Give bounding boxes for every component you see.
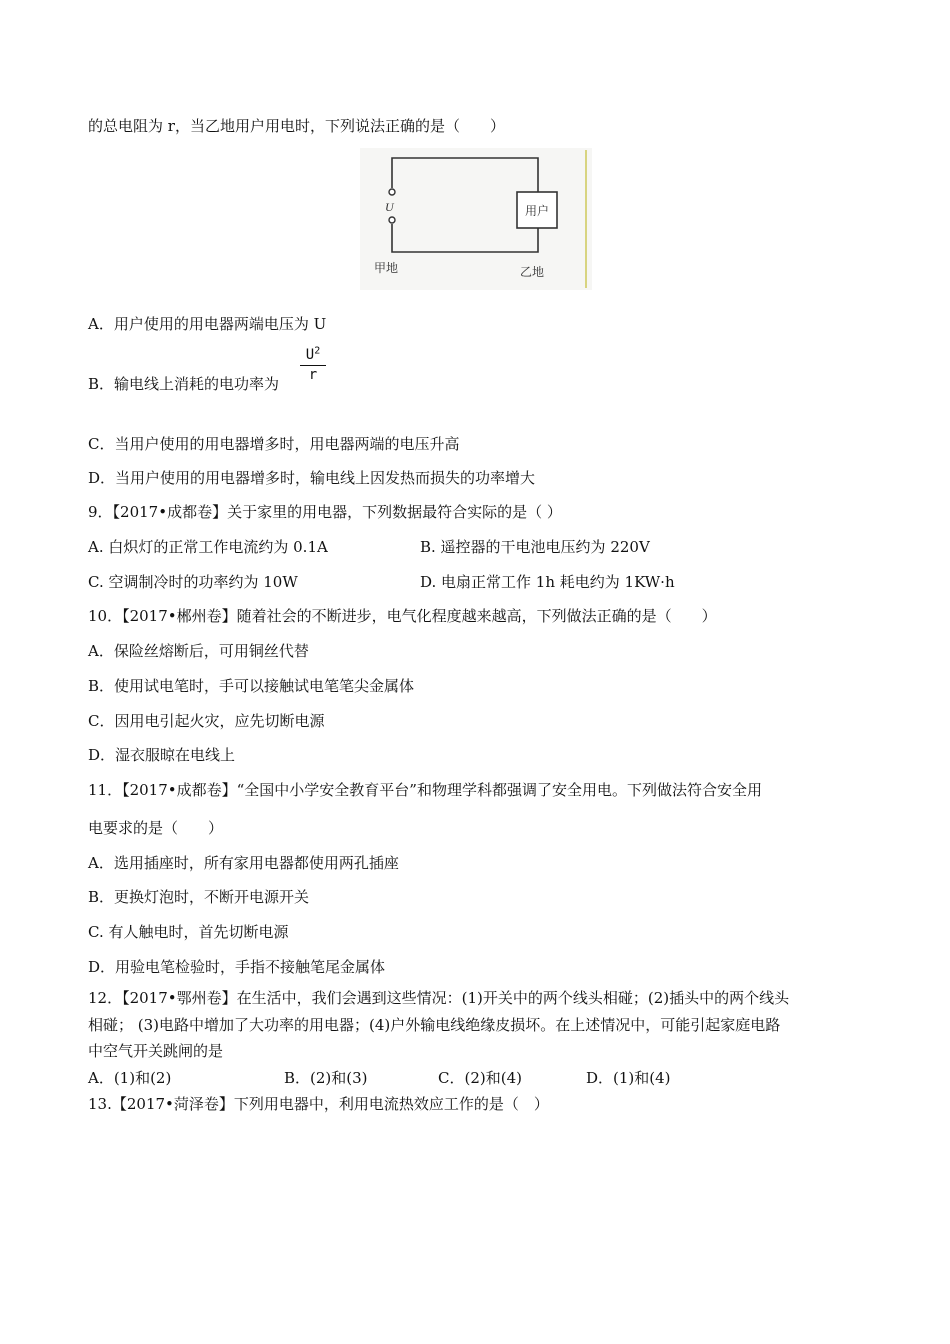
upper-terminal	[389, 189, 395, 195]
question-8-stem-continuation: 的总电阻为 r，当乙地用户用电时，下列说法正确的是（ ）	[88, 117, 505, 135]
q13-stem: 13.【2017•菏泽卷】下列用电器中，利用电流热效应工作的是（ ）	[88, 1095, 549, 1113]
q11-option-b: B．更换灯泡时，不断开电源开关	[88, 888, 310, 906]
user-box-label: 用户	[524, 204, 550, 218]
q10-option-b: B．使用试电笔时，手可以接触试电笔笔尖金属体	[88, 677, 415, 695]
q11-stem-line-1: 11．【2017•成都卷】“全国中小学安全教育平台”和物理学科都强调了安全用电。下列做法符合安全用	[88, 781, 762, 799]
q12-option-a: A．(1)和(2)	[88, 1069, 172, 1087]
lower-terminal	[389, 217, 395, 223]
q8-option-b: B．输电线上消耗的电功率为	[88, 375, 280, 393]
q10-option-c: C．因用电引起火灾，应先切断电源	[88, 712, 325, 730]
q11-option-a: A．选用插座时，所有家用电器都使用两孔插座	[88, 854, 399, 872]
circuit-diagram	[360, 148, 592, 290]
q8-option-d: D．当用户使用的用电器增多时，输电线上因发热而损失的功率增大	[88, 469, 536, 487]
fraction-bar	[300, 365, 326, 366]
q12-option-c: C．(2)和(4)	[438, 1069, 522, 1087]
fraction-numerator	[300, 346, 326, 364]
circuit-diagram-svg	[360, 148, 592, 290]
q12-option-b: B．(2)和(3)	[284, 1069, 368, 1087]
q12-stem-line-3: 中空气开关跳闸的是	[88, 1042, 224, 1060]
q12-option-d: D．(1)和(4)	[586, 1069, 671, 1087]
q12-stem-line-2: 相碰； (3)电路中增加了大功率的用电器；(4)户外输电线绝缘皮损坏。在上述情况中，可能引起家庭电路	[88, 1016, 781, 1034]
q9-stem: 9．【2017•成都卷】关于家里的用电器，下列数据最符合实际的是（ ）	[88, 503, 562, 521]
q9-option-d: D. 电扇正常工作 1h 耗电约为 1KW·h	[420, 573, 675, 591]
q9-option-a: A. 白炽灯的正常工作电流约为 0.1A	[88, 538, 328, 556]
q10-option-d: D．湿衣服晾在电线上	[88, 746, 236, 764]
q11-stem-line-2: 电要求的是（ ）	[88, 819, 224, 837]
q9-option-c: C. 空调制冷时的功率约为 10W	[88, 573, 298, 591]
q8-option-a: A．用户使用的用电器两端电压为 U	[88, 315, 327, 333]
q9-option-b: B. 遥控器的干电池电压约为 220V	[420, 538, 650, 556]
q12-stem-line-1: 12．【2017•鄂州卷】在生活中，我们会遇到这些情况：(1)开关中的两个线头相碰；(2)插头中的两个线头	[88, 989, 790, 1007]
fraction-denominator: r	[308, 367, 318, 383]
voltage-label: U	[385, 200, 394, 214]
numerator-symbol: U	[305, 347, 315, 363]
numerator-exponent: 2	[314, 345, 321, 357]
location-b-label: 乙地	[520, 265, 545, 279]
q11-option-c: C. 有人触电时，首先切断电源	[88, 923, 289, 941]
q8-option-c: C．当用户使用的用电器增多时，用电器两端的电压升高	[88, 435, 460, 453]
power-fraction	[300, 346, 326, 383]
q10-option-a: A．保险丝熔断后，可用铜丝代替	[88, 642, 309, 660]
location-a-label: 甲地	[374, 261, 399, 275]
q11-option-d: D．用验电笔检验时，手指不接触笔尾金属体	[88, 958, 386, 976]
q10-stem: 10．【2017•郴州卷】随着社会的不断进步，电气化程度越来越高，下列做法正确的是（ ）	[88, 607, 717, 625]
